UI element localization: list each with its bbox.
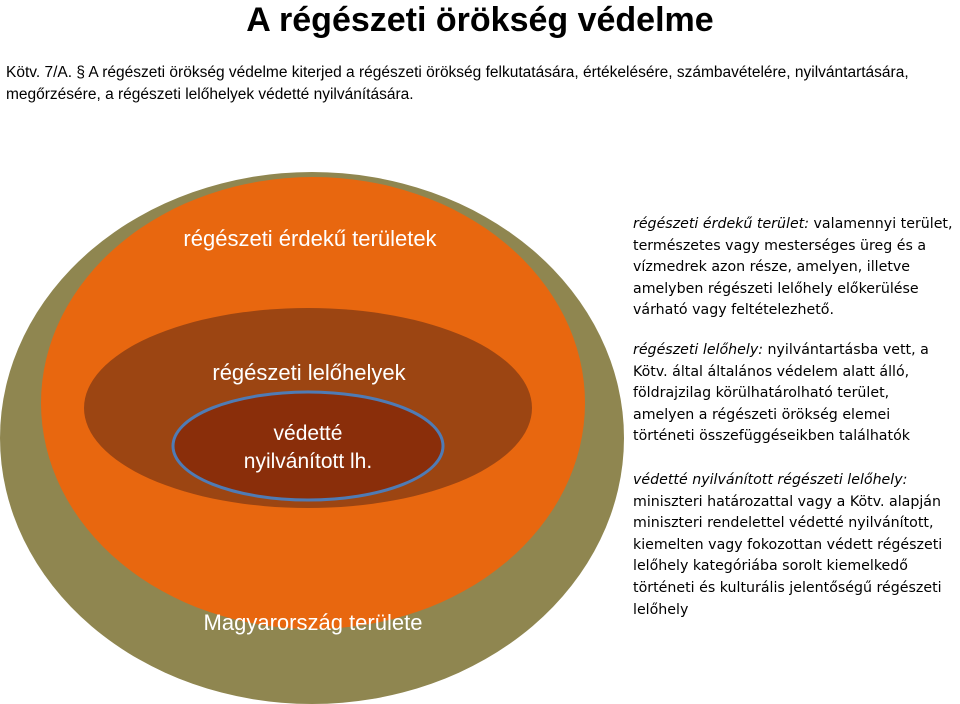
intro-paragraph: Kötv. 7/A. § A régészeti örökség védelme kiterjed a régészeti örökség felkutatására, értékelésére, számbavételére, nyilvántartására, megőrzésére, a régészeti lelőhelyek védetté nyilvánítására. bbox=[6, 64, 909, 103]
archaeological-sites-label: régészeti lelőhelyek bbox=[212, 360, 406, 385]
definition-archaeological-interest-area bbox=[633, 214, 953, 322]
page-title: A régészeti örökség védelme bbox=[246, 1, 714, 39]
definition-archaeological-site bbox=[633, 340, 953, 448]
definition-text: valamennyi terület, természetes vagy mesterséges üreg és a vízmedrek azon része, amelyen, illetve amelyben régészeti lelőhely előkerülése várható vagy feltételezhető. bbox=[633, 216, 953, 319]
definition-protected-site bbox=[633, 470, 953, 621]
definition-term: régészeti érdekű terület: bbox=[633, 216, 810, 232]
hungary-territory-label: Magyarország területe bbox=[203, 610, 423, 635]
definitions bbox=[633, 214, 953, 621]
protected-sites-label-line2: nyilvánított lh. bbox=[243, 450, 373, 473]
definition-term: régészeti lelőhely: bbox=[633, 341, 764, 358]
archaeological-interest-label: régészeti érdekű területek bbox=[183, 226, 437, 251]
definition-text: nyilvántartásba vett, a Kötv. által általános védelem alatt álló, földrajzilag körülhatárolható terület, amelyen a régészeti örökség elemei történeti összefüggéseikben találhatók bbox=[633, 341, 929, 445]
definition-text: miniszteri határozattal vagy a Kötv. alapján miniszteri rendelettel védetté nyilvánított, kiemelten vagy fokozottan védett régészeti lelőhely kategóriába sorolt kiemelkedő történeti és kulturális jelentőségű régészeti lelőhely bbox=[633, 493, 943, 618]
definition-term: védetté nyilvánított régészeti lelőhely: bbox=[633, 471, 908, 488]
protected-sites-label-line1: védetté bbox=[273, 422, 343, 445]
protected-sites-ellipse bbox=[173, 392, 443, 500]
